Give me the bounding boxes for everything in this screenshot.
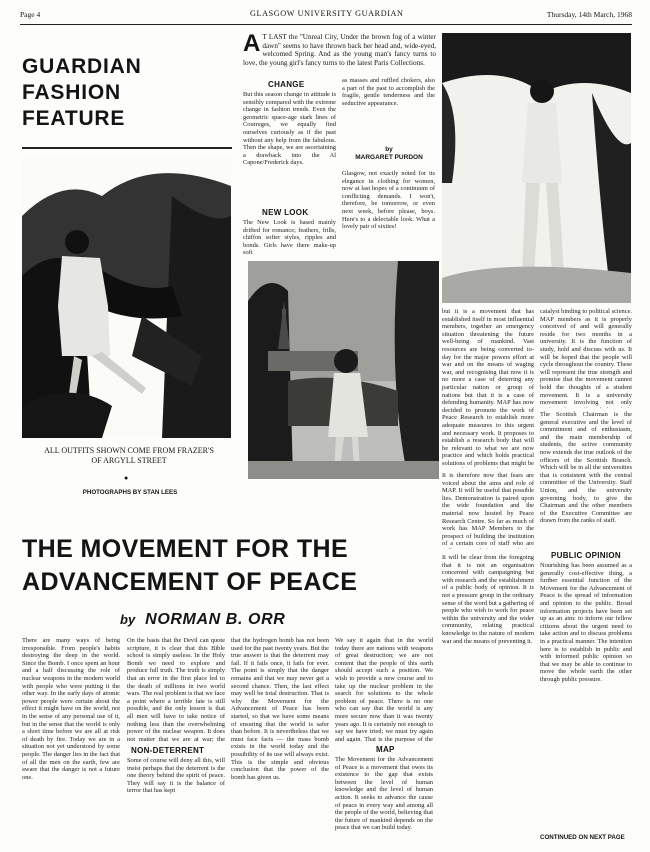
fashion-title-underline <box>22 147 232 149</box>
article-byline <box>120 611 285 629</box>
subhead-change: CHANGE <box>268 80 305 89</box>
article-col4c-text: It will be clear from the foregoing that it is not an organisation concerned with campaigning but with research and the establishment of a public body of opinion. It is not a pressure group in the ordinary sense of the word but a gathering of people who wish to work for peace within the university and the wider community, relating practical knowledge to the nature of modern war and the means of preventing it. <box>442 554 534 645</box>
newspaper-name: GLASGOW UNIVERSITY GUARDIAN <box>250 9 404 18</box>
upper-col1-text: but it is a movement that has established itself in most influential members, together an emergency situation threatening the future well-being of mankind. Vast resources are being converted to-day for the major powers effort at war and on the means of waging war, and recognising that now it is no more a case of deterring any particular nation or group of nations but that it is a case of defending humanity. MAP has now decided to promote the work of Peace Research to establish more adequate measures to this urgent and necessary work. It proposes to establish a research body that will be relevant to what we are now practice and which holds practical solutions of problems that might be <box>442 308 534 467</box>
fashion-title-line1: GUARDIAN <box>22 55 142 78</box>
upper-col2b-text: The Scottish Chairman is the general executive and the level of commitment and of enthusiasm, and the main membership of students, the active community now extends the true outlook of the officers of the Scottish Branch. Which will be in all the universities that is consistent with the central committee of the University. Staff Union, and the university governing body, to give the Chairman and the other members of the Executive Committee are drawn from the ranks of staff. <box>540 411 632 525</box>
upper-col2-text: catalyst binding to political science. MAP members as it is properly conceived of and will generally reside for two months in a university. It is the function of study, hold and discuss with us. It will be hoped that the people will cycle throughout the country. These will represent the true strength and promise that the movement cannot hold the thoughts of a student movement. It is a university movement involving not only <box>540 308 632 407</box>
subhead-public-opinion: PUBLIC OPINION <box>551 551 621 560</box>
upper-col2c-text: Nourishing has been assumed as a generally cost-effective thing, a further essential function of the Movement for the Advancement of Peace is the spread of information and opinion to the public. Broad information projects have been set up as an aim: to inform our fellow citizens about the urgent need to take action and to discuss problems in a practical manner. The intention here is to establish in public and with informed public opinion so that we may be able to continue to move the whole earth the other through public pressure. <box>540 562 632 683</box>
fashion-col3b-text: Glasgow, not exactly noted for its elegance in clothing for women, now at last hopes of a continuum of conflicting demands. I won't, therefore, be tomorrow, or even next week, before please, boys. Here's to a delectable look. What a lovely pair of sixties! <box>342 170 435 231</box>
subhead-new-look: NEW LOOK <box>262 208 309 217</box>
subhead-non-deterrent: NON-DETERRENT <box>131 746 205 755</box>
article-byline-by: by <box>120 612 136 627</box>
article-col2-text: On the basis that the Devil can quote scripture, it is clear that this Bible school is simply useless. In the Holy Bomb we need to explore and produce full truth. The truth is simply that an error in the first place led to the death of millions in two world wars. The real problem is that we face a point where a terrible fate is still possible, and the only lesson is that all men will have to take notice of nothing less than the overwhelming power of the nuclear weapon. It does not matter that we are at war; the <box>127 637 225 743</box>
lead-dropcap: A <box>243 33 261 57</box>
article-col3-text: that the hydrogen bomb has not been used for the past twenty years. But the true answer is that the deterrent may fail. If it fails once, it fails for ever. The point is simply that the danger remains and that we may never get a second chance. Then, the last effect may well be total destruction. That is why the Movement for the Advancement of Peace has been started, so that we have some means of ensuring that the world is safer than before. It is nevertheless that we must face facts — the mass bomb exists in the world today and the possibility of its use will always exist. This is the simple and obvious conclusion that the power of the bomb has given us. <box>231 637 329 781</box>
fashion-col1-text: But this season change in attitude is sensibly compared with the extreme change in fashion trends. Even the geometric space-age stark lines of Courreges, we equally find ourselves curiously as if the past without any help from the fabulous. Then the shape, we are ascertaining a drawback into the Al Capone/Frederick days. <box>243 91 336 167</box>
byline-fashion <box>345 146 433 162</box>
fashion-title <box>22 54 236 154</box>
continued-notice: CONTINUED ON NEXT PAGE <box>540 834 625 841</box>
fashion-col2-text: The New Look is based mainly drifted for romance; feathers, frills, chiffon softer styles, ripples and bonds. Girls have there make-up soft <box>243 219 336 257</box>
article-col2b-text: Some of course will deny all this, will insist perhaps that the deterrent is the one theory behind the spirit of peace. They will say it is the balance of terror that has kept <box>127 757 225 795</box>
masthead <box>20 8 632 22</box>
caption-bullet: ● <box>124 474 129 482</box>
article-col4-text: We say it again that in the world today there are nations with weapons of great destruction; we are not content that the people of this earth should accept such a position. We wish to provide a new course and to take up the nuclear problem in the search for solutions to the whole problem of peace. There is no one who can say that the world is any more secure now than it was twenty years ago. It is certainly not enough to say we have tried; we must try again and again. That is the purpose of the <box>335 637 433 742</box>
article-headline <box>22 533 442 599</box>
article-author: NORMAN B. ORR <box>145 611 286 628</box>
photo-woman-university-view <box>248 261 439 479</box>
lead-text: T LAST the "Unreal City, Under the brown fog of a winter dawn" seems to have thrown back her head and, wide-eyed, welcomed Spring. And as the young man's fancy turns to love, the young girl's fancy turns to the latest Paris Collections. <box>243 33 436 67</box>
headline-line2: ADVANCEMENT OF PEACE <box>22 568 358 596</box>
article-col1-text: There are many ways of being irresponsible. From people's habits destroying the deep in the world. Since the Bomb. I once spent an hour and a half discussing the role of nuclear weapons in the modern world with people who were putting it the other way. In the early days of atomic power people were certain about the effect it might have on the world, not in the sense of any personal use of it, but in the sense that the world is only a short time before we are all at risk of death by fire. Today we are in a situation not yet understood by some people. The danger lies in the fact that of all the men on the earth, few are aware that the danger is not a future one. <box>22 637 120 781</box>
subhead-map: MAP <box>376 745 395 754</box>
fashion-lead <box>243 33 436 76</box>
page-number: Page 4 <box>20 10 41 19</box>
article-col4b-text: The Movement for the Advancement of Peace is a movement that owes its existence to the gap that exists between the level of human knowledge and the level of human action. It seeks to advance the cause of peace in every way and among all the people of the world, believing that the future of mankind depends on the peace that we can build today. <box>335 756 433 832</box>
photo-credit: PHOTOGRAPHS BY STAN LEES <box>82 489 178 496</box>
fashion-col3-text: as masses and ruffled chokers, also a part of the past to accomplish the fragile, gentle tenderness and the seductive appearance. <box>342 77 435 107</box>
fashion-title-line3: FEATURE <box>22 107 126 130</box>
photo-woman-in-tree <box>22 156 231 438</box>
masthead-rule <box>20 24 632 25</box>
headline-line1: THE MOVEMENT FOR THE <box>22 535 349 563</box>
photo-woman-standing <box>442 33 631 303</box>
issue-date: Thursday, 14th March, 1968 <box>546 10 632 19</box>
byline-name: MARGARET PURDON <box>355 154 423 161</box>
fashion-title-line2: FASHION <box>22 81 121 104</box>
fashion-caption: ALL OUTFITS SHOWN COME FROM FRAZER'S OF ARGYLL STREET <box>44 446 214 465</box>
upper-col1b-text: It is therefore now that fears are voiced about the aims and role of MAP. It will be useful that possible lies. Demonstration is paired upon the wide foundation and the material now hosted by Peace Research Centre. So far as much of work has MAP Members to the prospect of building the institution of a certain core of staff who are <box>442 472 534 548</box>
byline-by: by <box>385 146 393 153</box>
